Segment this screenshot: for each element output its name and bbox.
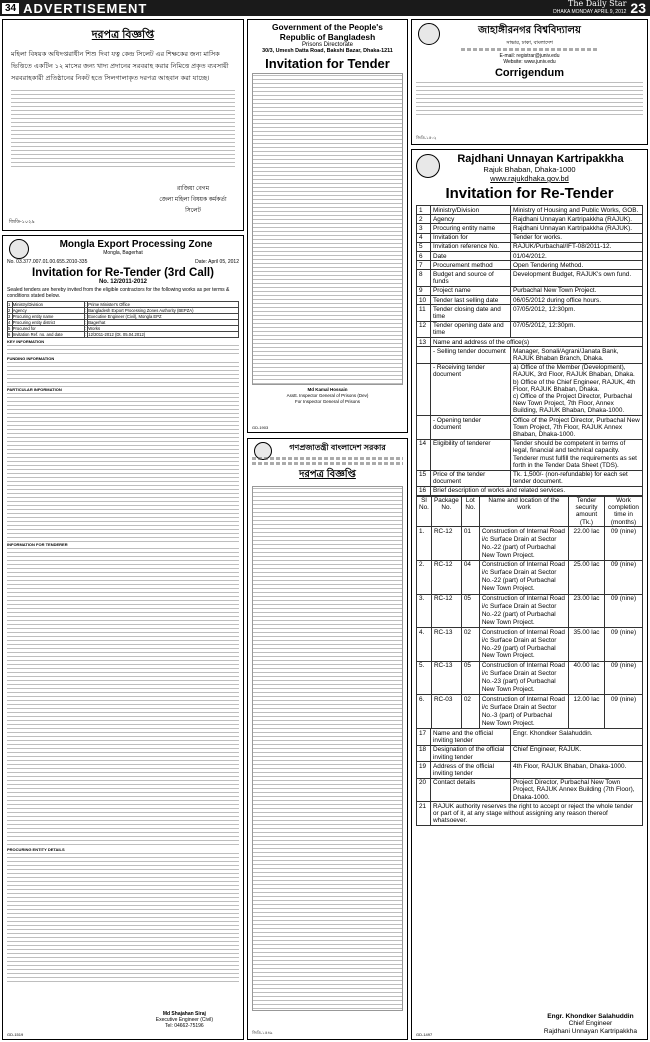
table-cell: RC-12 (431, 527, 461, 561)
ad-code: GD-1497 (416, 1032, 433, 1037)
row-value: Open Tendering Method. (511, 261, 643, 270)
table-row (417, 347, 643, 363)
mongla-logo (9, 239, 29, 259)
column-header: Work completion time in (months) (605, 496, 643, 527)
page-number: 23 (630, 0, 646, 16)
table-row (417, 695, 643, 729)
tender-title: Invitation for Re-Tender (445, 185, 614, 202)
receiving-office: c) Office of the Project Director, Purbachal New Town Project, 7th Floor, Annex Building, RAJUK Bhaban, Dhaka-1000. (513, 392, 633, 415)
issue-date: DHAKA MONDAY APRIL 9, 2012 (553, 9, 627, 15)
signature-name: Engr. Khondker Salahuddin (547, 1012, 634, 1020)
table-cell: RC-13 (431, 661, 461, 695)
gov-top: গণপ্রজাতন্ত্রী বাংলাদেশ সরকার (289, 443, 386, 452)
column-header: Name and location of the work (479, 496, 568, 527)
signature-name: Md Shajahan Siraj (162, 1011, 206, 1017)
page-header (0, 0, 650, 16)
table-row: 16 Brief description of works and related services. (417, 486, 643, 495)
bn-gov-tender (247, 438, 408, 1040)
table-cell: : (85, 326, 87, 331)
section-funding-info: FUNDING INFORMATION (7, 356, 55, 361)
table-cell: 2 (8, 308, 11, 313)
signature-title: Chief Engineer (568, 1020, 613, 1028)
rajuk-logo (416, 154, 440, 178)
rajuk-tail-table (416, 728, 643, 825)
row-label: Tender closing date and time (431, 305, 511, 321)
rajuk-works-table (416, 496, 643, 730)
tender-title: Invitation for Tender (265, 56, 390, 71)
ju-corrigendum (411, 19, 648, 145)
table-row (8, 332, 239, 338)
section-key-info: KEY INFORMATION (7, 339, 45, 344)
row-value: 01/04/2012. (511, 252, 643, 261)
tender-title: দরপত্র বিজ্ঞপ্তি (299, 469, 356, 480)
signature-for: For Inspector General of Prisons (294, 399, 361, 404)
selling-value: Manager, Sonali/Agrani/Janata Bank, RAJUK Bhaban Branch, Dhaka. (511, 347, 643, 363)
table-cell: 09 (nine) (605, 527, 643, 561)
row-label: Ministry/Division (431, 206, 511, 215)
table-row (417, 661, 643, 695)
table-cell: : (85, 308, 87, 313)
row-label: Procurement method (431, 261, 511, 270)
row-number: 7 (417, 261, 431, 270)
table-cell: : (85, 320, 87, 325)
table-row (417, 286, 643, 295)
org-address: Rajuk Bhaban, Dhaka-1000 (483, 165, 576, 174)
table-row (417, 261, 643, 270)
notice-title: দরপত্র বিজ্ঞপ্তি (91, 29, 155, 41)
section-tenderer-info: INFORMATION FOR TENDERER (7, 542, 68, 547)
table-cell: Construction of Internal Road i/c Surface Drain at Sector No.-23 (part) of Purbachal New Town Project. (479, 661, 568, 695)
gov-line-1: Government of the People's (272, 22, 383, 32)
table-cell: 6. (417, 695, 432, 729)
table-cell: 09 (nine) (605, 594, 643, 628)
row-value: Development Budget, RAJUK's own fund. (511, 270, 643, 286)
ju-address: সাভার, ঢাকা, বাংলাদেশ (506, 40, 553, 46)
row-label: Contact details (431, 778, 511, 802)
row-13-label: Name and address of the office(s) (431, 338, 643, 347)
gov-line-2: Republic of Bangladesh (279, 31, 376, 42)
table-cell: 09 (nine) (605, 695, 643, 729)
table-cell: Agency (12, 308, 84, 314)
table-row (417, 305, 643, 321)
table-row (417, 416, 643, 440)
ad-code: GD-1519 (7, 1032, 24, 1037)
table-cell: 35.00 lac (569, 628, 605, 662)
row-number: 12 (417, 321, 431, 337)
signature-tel: Tel: 04662-75196 (165, 1023, 204, 1029)
table-cell: Bangladesh Export Processing Zones Authority (BEPZA) (88, 308, 239, 314)
row-21-text: RAJUK authority reserves the right to accept or reject the whole tender or part of it, at any stage without assigning any reason thereof whatsoever. (431, 802, 643, 826)
table-cell: 02 (461, 628, 479, 662)
eligibility-label: Eligibility of tenderer (431, 439, 511, 470)
table-cell: 5 (8, 326, 11, 331)
table-cell: 02 (461, 695, 479, 729)
row-label: Designation of the official inviting tender (431, 745, 511, 761)
table-row (417, 745, 643, 761)
table-row (417, 762, 643, 778)
table-cell: 3 (8, 314, 11, 319)
table-cell: RC-13 (431, 628, 461, 662)
table-cell: Construction of Internal Road i/c Surface Drain at Sector No.-22 (part) of Purbachal New Town Project. (479, 594, 568, 628)
table-row (417, 628, 643, 662)
receiving-value (511, 363, 643, 415)
ad-code: জিডি-১০২৯ (9, 219, 35, 225)
row-number: 6 (417, 252, 431, 261)
newspaper-name: The Daily Star DHAKA MONDAY APRIL 9, 2012 (553, 0, 627, 15)
table-cell: 01 (461, 527, 479, 561)
rajuk-tender (411, 149, 648, 1040)
table-cell: 22.00 lac (569, 527, 605, 561)
signature-title: Asstt. Inspector General of Prisons (Dev) (286, 393, 369, 398)
tender-title: Invitation for Re-Tender (3rd Call) (32, 267, 214, 279)
table-cell: Construction of Internal Road i/c Surface Drain at Sector No.-22 (part) of Purbachal New Town Project. (479, 527, 568, 561)
receiving-office: b) Office of the Chief Engineer, RAJUK, 4th Floor, RAJUK Bhaban, Dhaka. (513, 378, 636, 393)
table-row (417, 527, 643, 561)
table-cell: 09 (nine) (605, 661, 643, 695)
row-value: 07/05/2012, 12:30pm. (511, 305, 643, 321)
ad-code: GD-1903 (252, 425, 269, 430)
table-cell: 23.00 lac (569, 594, 605, 628)
table-row (417, 560, 643, 594)
row-label: Tender opening date and time (431, 321, 511, 337)
row-value: Purbachal New Town Project. (511, 286, 643, 295)
org-name: Mongla Export Processing Zone (59, 239, 213, 250)
column-header: Lot No. (461, 496, 479, 527)
notice-body: মহিলা বিষয়ক অধিদপ্তরাধীন শিশু দিবা যত্ন কেন্দ্র সিলেট এর শিক্ষকের জন্য মাসিক ভিত্তিতে একটিন ১২ মাসের জন্য খাদ্য প্রদানের সরবরাহ করার নিমিত্তে প্রকৃত ব্যবসায়ী সরবরাহকারী প্রতিষ্ঠানের নিকট হতে সিলগালাকৃত দরপত্র আহবান করা যাচ্ছে। (11, 51, 229, 82)
ju-website: Website: www.juniv.edu (503, 59, 556, 65)
row-label: Project name (431, 286, 511, 295)
table-cell: : (85, 302, 87, 307)
table-cell: 12/2011-2012 (Dt. 05.04.2012) (88, 332, 239, 338)
opening-label: - Opening tender document (431, 416, 511, 440)
reference-number: No. 03.377.007.01.00.655.2010-335 (7, 259, 88, 265)
row-label: Invitation reference No. (431, 242, 511, 251)
table-cell: Procuring entity district (12, 320, 84, 326)
table-row (417, 270, 643, 286)
table-cell: Invitation Ref. no. and date (12, 332, 84, 338)
table-cell: Procured for (12, 326, 84, 332)
row-value: 07/05/2012, 12:30pm. (511, 321, 643, 337)
ad-code: জিডি-১৫৪৯ (252, 1030, 273, 1035)
receiving-office: a) Office of the Member (Development), RAJUK, 3rd Floor, RAJUK Bhaban, Dhaka. (513, 364, 635, 379)
table-cell: Construction of Internal Road i/c Surface Drain at Sector No.-3 (part) of Purbachal New Town Project. (479, 695, 568, 729)
table-row (417, 224, 643, 233)
mongla-epz-tender (2, 235, 244, 1040)
row-16-label: Brief description of works and related services. (431, 486, 643, 495)
table-cell: 40.00 lac (569, 661, 605, 695)
row-number: 1 (417, 206, 431, 215)
table-cell: 09 (nine) (605, 628, 643, 662)
row-value: Chief Engineer, RAJUK. (511, 745, 643, 761)
price-label: Price of the tender document (431, 470, 511, 486)
table-row (417, 363, 643, 415)
row-number: 18 (417, 745, 431, 761)
row-number: 8 (417, 270, 431, 286)
prisons-tender (247, 19, 408, 433)
tender-intro: Sealed tenders are hereby invited from the eligible contractors for the following works as per terms & conditions stated below. (7, 287, 230, 299)
section-title: ADVERTISEMENT (23, 0, 148, 16)
row-value: Project Director, Purbachal New Town Project, RAJUK Annex Building (7th Floor), Dhaka-1000. (511, 778, 643, 802)
org-place: Mongla, Bagerhat (103, 250, 143, 256)
row-label: Invitation for (431, 233, 511, 242)
table-cell: Construction of Internal Road i/c Surface Drain at Sector No.-29 (part) of Purbachal New Town Project. (479, 628, 568, 662)
row-value: RAJUK/Purbachal/IFT-08/2011-12. (511, 242, 643, 251)
table-cell: Procuring entity name (12, 314, 84, 320)
row-number: 11 (417, 305, 431, 321)
row-number: 19 (417, 762, 431, 778)
table-row: 13 Name and address of the office(s) (417, 338, 643, 347)
ad-code: জিডি-১৫০২ (416, 135, 437, 140)
table-cell: : (85, 314, 87, 319)
row-number: 9 (417, 286, 431, 295)
table-row (417, 321, 643, 337)
row-value: 4th Floor, RAJUK Bhaban, Dhaka-1000. (511, 762, 643, 778)
table-cell: 04 (461, 560, 479, 594)
table-cell: : (85, 332, 87, 337)
gov-line-3: Prisons Directorate (301, 42, 354, 48)
table-row (417, 252, 643, 261)
table-row: 21 RAJUK authority reserves the right to accept or reject the whole tender or part of it, at any stage without assigning any reason thereof whatsoever. (417, 802, 643, 826)
table-cell: Bagerhat (88, 320, 239, 326)
table-row (417, 233, 643, 242)
row-value: Ministry of Housing and Public Works, GOB. (511, 206, 643, 215)
opening-value: Office of the Project Director, Purbachal New Town Project, 7th Floor, RAJUK Annex Bhaban, Dhaka-1000. (511, 416, 643, 440)
table-cell: 4 (8, 320, 11, 325)
row-label: Procuring entity name (431, 224, 511, 233)
table-cell: Works (88, 326, 239, 332)
table-cell: 4. (417, 628, 432, 662)
row-value: 06/05/2012 during office hours. (511, 296, 643, 305)
table-cell: 09 (nine) (605, 560, 643, 594)
bn-tender-notice (2, 19, 244, 231)
mongla-info-table (7, 301, 239, 338)
reference-date: Date: April 05, 2012 (195, 259, 239, 265)
org-name: Rajdhani Unnayan Kartripakkha (457, 153, 624, 165)
table-row (417, 215, 643, 224)
gov-line-4: 30/3, Umesh Datta Road, Bakshi Bazar, Dhaka-1211 (262, 48, 393, 54)
section-particular-info: PARTICULAR INFORMATION (7, 387, 62, 392)
row-label: Date (431, 252, 511, 261)
signature-title: জেলা মহিলা বিষয়ক কর্মকর্তা সিলেট (159, 197, 227, 214)
row-value: Rajdhani Unnayan Kartripakkha (RAJUK). (511, 224, 643, 233)
table-cell: 1. (417, 527, 432, 561)
column-header: Package No. (431, 496, 461, 527)
row-number: 2 (417, 215, 431, 224)
tender-number: No. 12/2011-2012 (98, 279, 148, 285)
table-cell: 2. (417, 560, 432, 594)
row-number: 17 (417, 729, 431, 745)
table-cell: Prime Minister's Office (88, 302, 239, 308)
section-entity-details: PROCURING ENTITY DETAILS (7, 847, 65, 852)
row-label: Budget and source of funds (431, 270, 511, 286)
table-row (417, 729, 643, 745)
row-label: Name and the official inviting tender (431, 729, 511, 745)
table-cell: 12.00 lac (569, 695, 605, 729)
table-row: 15 Price of the tender document Tk. 1,500/- (non-refundable) for each set tender document. (417, 470, 643, 486)
signature-title: Executive Engineer (Civil) (155, 1017, 213, 1023)
table-cell: Executive Engineer (Civil), Mongla EPZ (88, 314, 239, 320)
table-cell: 6 (8, 332, 11, 337)
row-value: Engr. Khondker Salahuddin. (511, 729, 643, 745)
ju-name: জাহাঙ্গীরনগর বিশ্ববিদ্যালয় (478, 25, 581, 36)
row-number: 4 (417, 233, 431, 242)
section-badge: 34 (2, 3, 19, 14)
table-cell: RC-12 (431, 560, 461, 594)
table-row: 14 Eligibility of tenderer Tender should be competent in terms of legal, financial and technical capacity. Tenderer must fulfill the requirements as set forth in the Tender Data Sheet (TDS). (417, 439, 643, 470)
row-label: Address of the official inviting tender (431, 762, 511, 778)
ju-email: E-mail: registrar@juniv.edu (499, 53, 560, 59)
corrigendum-title: Corrigendum (494, 67, 565, 79)
table-cell: 25.00 lac (569, 560, 605, 594)
org-website: www.rajukdhaka.gov.bd (490, 174, 569, 183)
row-label: Agency (431, 215, 511, 224)
table-cell: 05 (461, 661, 479, 695)
row-number: 20 (417, 778, 431, 802)
receiving-label: - Receiving tender document (431, 363, 511, 415)
row-value: Tender for works. (511, 233, 643, 242)
table-row (417, 206, 643, 215)
table-cell: 5. (417, 661, 432, 695)
table-row (417, 296, 643, 305)
signature-name: Md Kamal Hossain (307, 387, 348, 392)
row-number: 10 (417, 296, 431, 305)
row-number: 5 (417, 242, 431, 251)
column-header: Tender security amount (Tk.) (569, 496, 605, 527)
rajuk-info-table (416, 205, 643, 496)
row-number: 3 (417, 224, 431, 233)
table-cell: RC-03 (431, 695, 461, 729)
price-value: Tk. 1,500/- (non-refundable) for each set tender document. (511, 470, 643, 486)
table-row (417, 778, 643, 802)
column-header: Sl No. (417, 496, 432, 527)
table-row (417, 594, 643, 628)
signature-org: Rajdhani Unnayan Kartripakkha (543, 1027, 637, 1035)
row-label: Tender last selling date (431, 296, 511, 305)
table-cell: RC-12 (431, 594, 461, 628)
table-cell: Construction of Internal Road i/c Surface Drain at Sector No.-22 (part) of Purbachal New Town Project. (479, 560, 568, 594)
signature-name: রাজিয়া বেগম (176, 186, 210, 192)
row-value: Rajdhani Unnayan Kartripakkha (RAJUK). (511, 215, 643, 224)
table-cell: 3. (417, 594, 432, 628)
table-cell: Ministry/Division (12, 302, 84, 308)
ju-logo (418, 23, 440, 45)
selling-label: - Selling tender document (431, 347, 511, 363)
table-row (417, 242, 643, 251)
table-cell: 05 (461, 594, 479, 628)
eligibility-value: Tender should be competent in terms of legal, financial and technical capacity. Tenderer must fulfill the requirements as set forth in the Tender Data Sheet (TDS). (511, 439, 643, 470)
table-cell: 1 (8, 302, 11, 307)
